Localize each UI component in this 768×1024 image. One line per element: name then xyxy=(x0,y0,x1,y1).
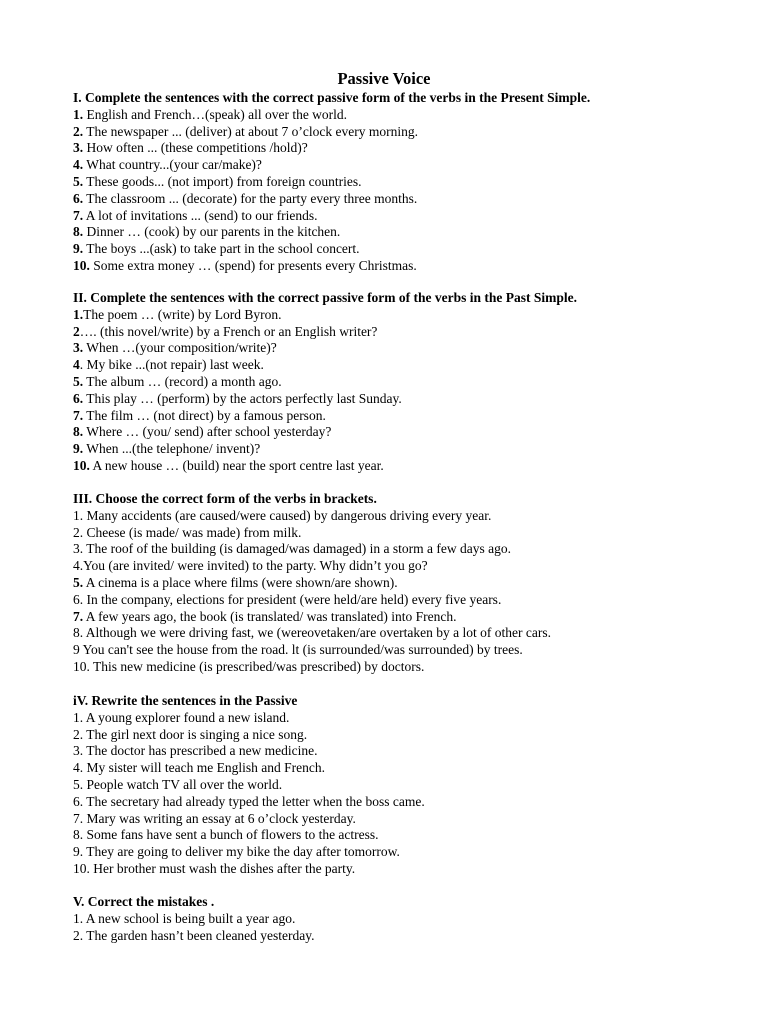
item-number: 6. xyxy=(73,391,84,406)
exercise-item xyxy=(73,374,282,390)
exercise-item xyxy=(73,258,417,274)
item-text: Some extra money … (spend) for presents every Christmas. xyxy=(89,258,417,273)
item-text: Dinner … (cook) by our parents in the kitchen. xyxy=(83,224,341,239)
section-heading: V. Correct the mistakes . xyxy=(73,894,215,909)
exercise-item xyxy=(73,743,318,759)
item-text: 1. A young explorer found a new island. xyxy=(73,710,290,725)
item-text: 6. In the company, elections for president (were held/are held) every five years. xyxy=(73,592,502,607)
item-number: 7. xyxy=(73,208,84,223)
item-text: . My bike ...(not repair) last week. xyxy=(79,357,264,372)
item-text: 10. Her brother must wash the dishes after the party. xyxy=(73,861,356,876)
item-text: The classroom ... (decorate) for the party every three months. xyxy=(83,191,418,206)
item-text: 5. People watch TV all over the world. xyxy=(73,777,283,792)
item-text: 2. The garden hasn’t been cleaned yesterday. xyxy=(73,928,315,943)
item-text: 7. Mary was writing an essay at 6 o’clock yesterday. xyxy=(73,811,356,826)
exercise-item xyxy=(73,157,262,173)
item-number: 4. xyxy=(73,157,84,172)
item-number: 9. xyxy=(73,441,84,456)
exercise-item xyxy=(73,727,307,743)
exercise-item xyxy=(73,241,360,257)
item-text: 8. Although we were driving fast, we (wereovetaken/are overtaken by a lot of other cars. xyxy=(73,625,551,640)
item-number: 2. xyxy=(73,124,84,139)
exercise-item xyxy=(73,224,340,240)
exercise-item xyxy=(73,844,400,860)
item-number: 10. xyxy=(73,258,90,273)
exercise-item xyxy=(73,541,511,557)
item-text: The newspaper ... (deliver) at about 7 o’clock every morning. xyxy=(83,124,419,139)
exercise-item xyxy=(73,592,501,608)
section-heading: I. Complete the sentences with the correct passive form of the verbs in the Present Simple. xyxy=(73,90,591,105)
exercise-item xyxy=(73,124,418,140)
exercise-item xyxy=(73,811,356,827)
exercise-item xyxy=(73,928,315,944)
exercise-item xyxy=(73,324,377,340)
item-number: 1. xyxy=(73,307,84,322)
item-text: …. (this novel/write) by a French or an English writer? xyxy=(79,324,378,339)
item-number: 10. xyxy=(73,458,90,473)
exercise-item xyxy=(73,827,379,843)
exercise-item xyxy=(73,794,425,810)
item-text: These goods... (not import) from foreign countries. xyxy=(83,174,362,189)
item-number: 5. xyxy=(73,174,84,189)
exercise-item xyxy=(73,191,417,207)
exercise-item xyxy=(73,408,326,424)
exercise-item xyxy=(73,458,384,474)
item-number: 1. xyxy=(73,107,84,122)
section-heading: II. Complete the sentences with the correct passive form of the verbs in the Past Simple. xyxy=(73,290,578,305)
section-heading: iV. Rewrite the sentences in the Passive xyxy=(73,693,298,708)
exercise-item xyxy=(73,424,331,440)
item-number: 8. xyxy=(73,224,84,239)
exercise-item xyxy=(73,441,260,457)
exercise-item xyxy=(73,710,289,726)
item-text: 1. A new school is being built a year ago. xyxy=(73,911,296,926)
item-text: The film … (not direct) by a famous person. xyxy=(83,408,326,423)
item-text: 10. This new medicine (is prescribed/was prescribed) by doctors. xyxy=(73,659,425,674)
exercise-item xyxy=(73,340,277,356)
item-text: A new house … (build) near the sport centre last year. xyxy=(89,458,384,473)
item-text: English and French…(speak) all over the world. xyxy=(83,107,348,122)
page-title: Passive Voice xyxy=(337,69,431,88)
item-number: 8. xyxy=(73,424,84,439)
exercise-item xyxy=(73,659,424,675)
exercise-item xyxy=(73,174,361,190)
item-text: Where … (you/ send) after school yesterday? xyxy=(83,424,332,439)
exercise-item xyxy=(73,861,355,877)
item-text: 6. The secretary had already typed the letter when the boss came. xyxy=(73,794,425,809)
item-number: 3. xyxy=(73,140,84,155)
exercise-item xyxy=(73,391,402,407)
item-text: How often ... (these competitions /hold)? xyxy=(83,140,308,155)
item-number: 7. xyxy=(73,408,84,423)
item-number: 4 xyxy=(73,357,80,372)
item-text: 1. Many accidents (are caused/were caused) by dangerous driving every year. xyxy=(73,508,492,523)
item-number: 5. xyxy=(73,374,84,389)
exercise-item xyxy=(73,609,457,625)
item-text: When ...(the telephone/ invent)? xyxy=(83,441,261,456)
exercise-item xyxy=(73,140,308,156)
item-number: 5. xyxy=(73,575,84,590)
item-text: 4.You (are invited/ were invited) to the party. Why didn’t you go? xyxy=(73,558,428,573)
exercise-item xyxy=(73,307,281,323)
item-text: 3. The roof of the building (is damaged/was damaged) in a storm a few days ago. xyxy=(73,541,512,556)
exercise-item xyxy=(73,760,325,776)
item-number: 9. xyxy=(73,241,84,256)
item-text: 8. Some fans have sent a bunch of flowers to the actress. xyxy=(73,827,379,842)
item-number: 2 xyxy=(73,324,80,339)
item-text: When …(your composition/write)? xyxy=(83,340,277,355)
exercise-item xyxy=(73,575,398,591)
item-text: 9 You can't see the house from the road. lt (is surrounded/was surrounded) by trees. xyxy=(73,642,523,657)
exercise-item xyxy=(73,642,523,658)
exercise-item xyxy=(73,558,428,574)
item-number: 3. xyxy=(73,340,84,355)
item-text: 2. The girl next door is singing a nice song. xyxy=(73,727,308,742)
item-text: 9. They are going to deliver my bike the day after tomorrow. xyxy=(73,844,400,859)
exercise-item xyxy=(73,107,347,123)
exercise-item xyxy=(73,357,264,373)
item-text: 2. Cheese (is made/ was made) from milk. xyxy=(73,525,302,540)
exercise-item xyxy=(73,911,295,927)
item-text: A lot of invitations ... (send) to our friends. xyxy=(83,208,318,223)
item-text: A cinema is a place where films (were shown/are shown). xyxy=(83,575,398,590)
exercise-item xyxy=(73,777,282,793)
item-text: 3. The doctor has prescribed a new medicine. xyxy=(73,743,318,758)
item-text: This play … (perform) by the actors perfectly last Sunday. xyxy=(83,391,402,406)
exercise-item xyxy=(73,525,301,541)
item-text: The boys ...(ask) to take part in the school concert. xyxy=(83,241,360,256)
item-text: The album … (record) a month ago. xyxy=(83,374,282,389)
item-text: A few years ago, the book (is translated/ was translated) into French. xyxy=(83,609,457,624)
exercise-item xyxy=(73,625,551,641)
item-text: What country...(your car/make)? xyxy=(83,157,262,172)
item-text: 4. My sister will teach me English and French. xyxy=(73,760,325,775)
exercise-item xyxy=(73,208,317,224)
section-heading: III. Choose the correct form of the verbs in brackets. xyxy=(73,491,377,506)
exercise-item xyxy=(73,508,491,524)
item-number: 7. xyxy=(73,609,84,624)
item-text: The poem … (write) by Lord Byron. xyxy=(83,307,282,322)
item-number: 6. xyxy=(73,191,84,206)
